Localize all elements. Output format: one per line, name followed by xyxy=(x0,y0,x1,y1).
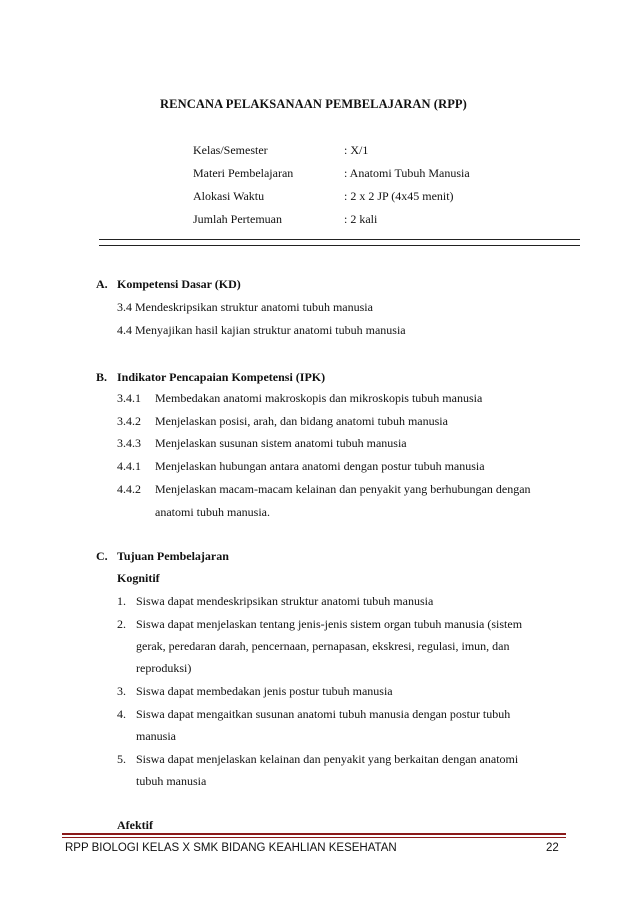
ipk-text-continuation: anatomi tubuh manusia. xyxy=(155,505,270,519)
meta-value-jumlah: : 2 kali xyxy=(344,212,378,226)
meta-value-alokasi: : 2 x 2 JP (4x45 menit) xyxy=(344,189,454,203)
ipk-code: 3.4.1 xyxy=(117,391,141,405)
footer-rule-thin xyxy=(62,837,566,838)
footer-rule xyxy=(62,833,566,835)
kd-item: 3.4 Mendeskripsikan struktur anatomi tubuh manusia xyxy=(117,300,373,314)
page-number: 22 xyxy=(546,842,559,854)
goal-text-continuation: gerak, peredaran darah, pencernaan, pernapasan, ekskresi, regulasi, imun, dan xyxy=(136,639,510,653)
footer-text: RPP BIOLOGI KELAS X SMK BIDANG KEAHLIAN KESEHATAN xyxy=(65,842,397,854)
subheading-afektif: Afektif xyxy=(117,818,153,832)
section-b-letter: B. xyxy=(96,370,108,384)
goal-text: Siswa dapat menjelaskan tentang jenis-jenis sistem organ tubuh manusia (sistem xyxy=(136,617,523,631)
kd-item: 4.4 Menyajikan hasil kajian struktur anatomi tubuh manusia xyxy=(117,323,406,337)
goal-text-continuation: reproduksi) xyxy=(136,661,192,675)
section-a-title: Kompetensi Dasar (KD) xyxy=(117,277,241,291)
meta-label-jumlah: Jumlah Pertemuan xyxy=(193,212,282,226)
meta-value-kelas: : X/1 xyxy=(344,143,369,157)
ipk-text: Menjelaskan susunan sistem anatomi tubuh manusia xyxy=(155,436,407,450)
ipk-code: 3.4.2 xyxy=(117,414,141,428)
goal-text: Siswa dapat menjelaskan kelainan dan penyakit yang berkaitan dengan anatomi xyxy=(136,752,519,766)
section-c-letter: C. xyxy=(96,549,108,563)
ipk-code: 3.4.3 xyxy=(117,436,141,450)
goal-number: 4. xyxy=(117,707,126,721)
section-b-title: Indikator Pencapaian Kompetensi (IPK) xyxy=(117,370,326,384)
ipk-code: 4.4.2 xyxy=(117,482,141,496)
section-a-letter: A. xyxy=(96,277,108,291)
meta-label-alokasi: Alokasi Waktu xyxy=(193,189,265,203)
goal-text: Siswa dapat membedakan jenis postur tubuh manusia xyxy=(136,684,393,698)
header-divider-top xyxy=(99,239,580,240)
section-c-title: Tujuan Pembelajaran xyxy=(117,549,229,563)
header-divider-bottom xyxy=(99,245,580,246)
goal-number: 2. xyxy=(117,617,126,631)
meta-value-materi: : Anatomi Tubuh Manusia xyxy=(344,166,470,180)
goal-text-continuation: manusia xyxy=(136,729,176,743)
ipk-text: Menjelaskan hubungan antara anatomi dengan postur tubuh manusia xyxy=(155,459,485,473)
meta-label-materi: Materi Pembelajaran xyxy=(193,166,294,180)
meta-label-kelas: Kelas/Semester xyxy=(193,143,268,157)
ipk-text: Menjelaskan posisi, arah, dan bidang anatomi tubuh manusia xyxy=(155,414,448,428)
ipk-text: Menjelaskan macam-macam kelainan dan penyakit yang berhubungan dengan xyxy=(155,482,531,496)
goal-text-continuation: tubuh manusia xyxy=(136,774,207,788)
goal-number: 5. xyxy=(117,752,126,766)
document-title: RENCANA PELAKSANAAN PEMBELAJARAN (RPP) xyxy=(160,97,467,111)
goal-number: 1. xyxy=(117,594,126,608)
ipk-text: Membedakan anatomi makroskopis dan mikroskopis tubuh manusia xyxy=(155,391,483,405)
goal-text: Siswa dapat mengaitkan susunan anatomi tubuh manusia dengan postur tubuh xyxy=(136,707,511,721)
goal-text: Siswa dapat mendeskripsikan struktur anatomi tubuh manusia xyxy=(136,594,434,608)
subheading-kognitif: Kognitif xyxy=(117,571,160,585)
goal-number: 3. xyxy=(117,684,126,698)
ipk-code: 4.4.1 xyxy=(117,459,141,473)
